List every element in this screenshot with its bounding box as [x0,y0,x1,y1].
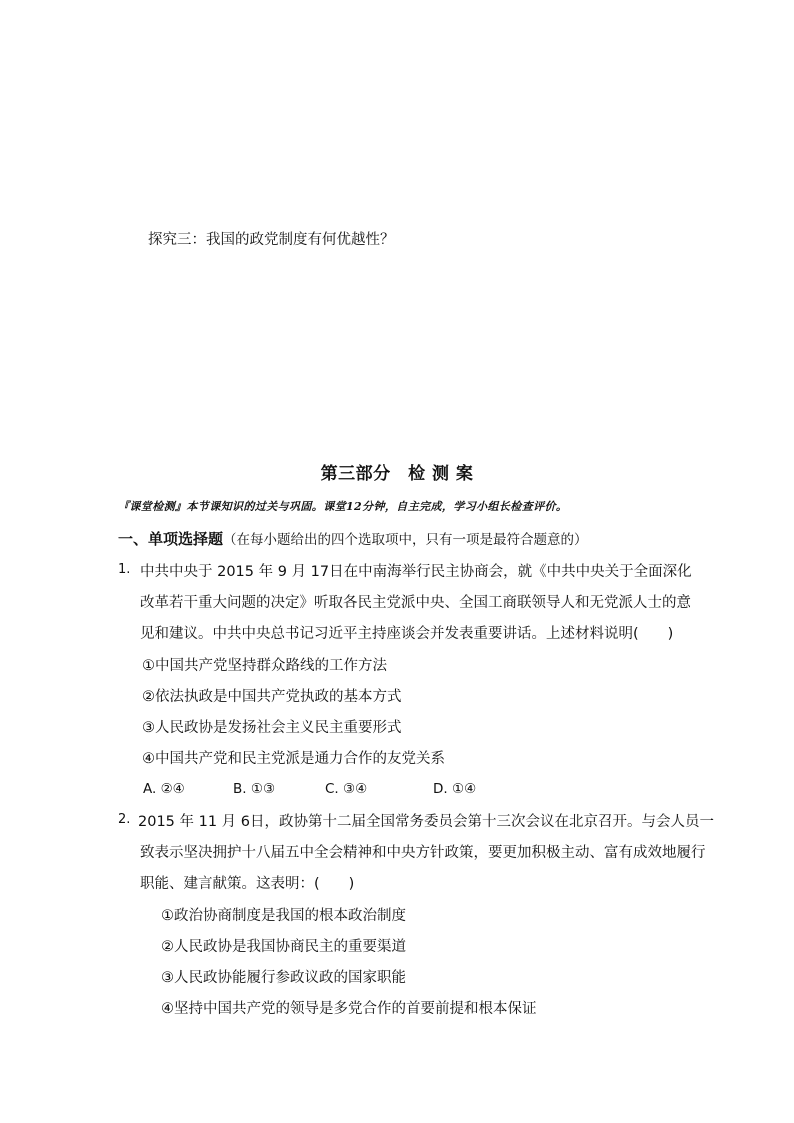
choice-a[interactable]: A. ②④ [143,781,185,797]
part-one-title: 一、单项选择题 [118,530,224,548]
question-1-choices [143,778,476,797]
question-2-line-1: 2015 年 11 月 6日，政协第十二届全国常务委员会第十三次会议在北京召开。与会人员一 [138,814,715,830]
class-check-instructions: 『课堂检测』本节课知识的过关与巩固。课堂12分钟，自主完成，学习小组长检查评价。 [118,500,568,513]
question-1-option-3: ③人民政协是发扬社会主义民主重要形式 [142,720,402,736]
choice-d[interactable]: D. ①④ [433,781,477,797]
question-1-line-3: 见和建议。中共中央总书记习近平主持座谈会并发表重要讲话。上述材料说明( ) [140,626,674,642]
question-1-option-4: ④中国共产党和民主党派是通力合作的友党关系 [142,751,445,767]
part-one-heading [118,528,588,549]
question-2-option-1: ①政治协商制度是我国的根本政治制度 [161,908,406,924]
inquiry-three-prompt: 探究三：我国的政党制度有何优越性？ [148,232,395,248]
question-1-option-2: ②依法执政是中国共产党执政的基本方式 [142,689,402,705]
question-2-option-2: ②人民政协是我国协商民主的重要渠道 [161,939,406,955]
question-1-number: 1. [118,562,131,577]
section-title: 第三部分 检 测 案 [320,464,474,484]
choice-c[interactable]: C. ③④ [325,781,368,797]
question-2-number: 2. [118,812,131,827]
question-2-line-2: 致表示坚决拥护十八届五中全会精神和中央方针政策，要更加积极主动、富有成效地履行 [140,845,706,861]
question-1-line-2: 改革若干重大问题的决定》听取各民主党派中央、全国工商联领导人和无党派人士的意 [140,595,691,611]
choice-b[interactable]: B. ①③ [233,781,276,797]
question-1-option-1: ①中国共产党坚持群众路线的工作方法 [142,658,387,674]
part-one-note: （在每小题给出的四个选取项中，只有一项是最符合题意的） [223,532,588,548]
question-2-option-3: ③人民政协能履行参政议政的国家职能 [161,970,406,986]
question-2-line-3: 职能、建言献策。这表明：( ) [140,876,355,892]
question-1-line-1: 中共中央于 2015 年 9 月 17日在中南海举行民主协商会，就《中共中央关于全面深化 [140,564,692,580]
question-2-option-4: ④坚持中国共产党的领导是多党合作的首要前提和根本保证 [161,1001,537,1017]
